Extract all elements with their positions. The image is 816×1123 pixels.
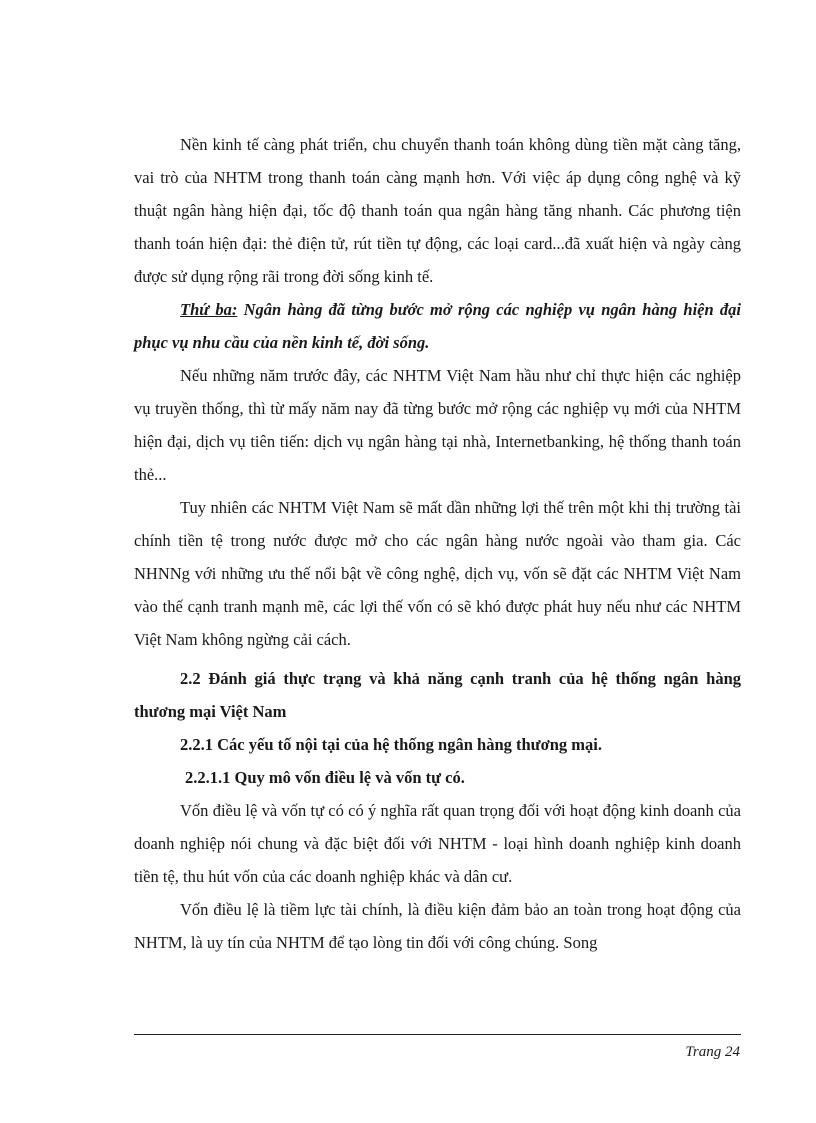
paragraph-charter-capital-role: Vốn điều lệ là tiềm lực tài chính, là điều kiện đảm bảo an toàn trong hoạt động của NHTM, là uy tín của NHTM để tạo lòng tin đối với công chúng. Song xyxy=(134,900,741,952)
footer-divider xyxy=(134,1034,741,1035)
heading-2-2-1-1: 2.2.1.1 Quy mô vốn điều lệ và vốn tự có. xyxy=(185,768,465,787)
paragraph-competition: Tuy nhiên các NHTM Việt Nam sẽ mất dần những lợi thế trên một khi thị trường tài chính tiền tệ trong nước được mở cho các ngân hàng nước ngoài vào tham gia. Các NHNNg với những ưu thế nổi bật về công nghệ, dịch vụ, vốn sẽ đặt các NHTM Việt Nam vào thế cạnh tranh mạnh mẽ, các lợi thế vốn có sẽ khó được phát huy nếu như các NHTM Việt Nam không ngừng cải cách. xyxy=(134,498,741,649)
third-point-label: Thứ ba: xyxy=(180,300,238,319)
page-number: Trang 24 xyxy=(685,1044,740,1060)
heading-2-2: 2.2 Đánh giá thực trạng và khả năng cạnh tranh của hệ thống ngân hàng thương mại Việt Nam xyxy=(134,669,741,721)
paragraph-modern-services: Nếu những năm trước đây, các NHTM Việt Nam hầu như chỉ thực hiện các nghiệp vụ truyền thống, thì từ mấy năm nay đã từng bước mở rộng các nghiệp vụ mới của NHTM hiện đại, dịch vụ tiên tiến: dịch vụ ngân hàng tại nhà, Internetbanking, hệ thống thanh toán thẻ... xyxy=(134,366,741,484)
page-body xyxy=(134,128,741,959)
paragraph-charter-capital-importance: Vốn điều lệ và vốn tự có có ý nghĩa rất quan trọng đối với hoạt động kinh doanh của doanh nghiệp nói chung và đặc biệt đối với NHTM - loại hình doanh nghiệp kinh doanh tiền tệ, thu hút vốn của các doanh nghiệp khác và dân cư. xyxy=(134,801,741,886)
paragraph-payment-growth: Nền kinh tế càng phát triển, chu chuyển thanh toán không dùng tiền mặt càng tăng, vai trò của NHTM trong thanh toán càng mạnh hơn. Với việc áp dụng công nghệ và kỹ thuật ngân hàng hiện đại, tốc độ thanh toán qua ngân hàng tăng nhanh. Các phương tiện thanh toán hiện đại: thẻ điện tử, rút tiền tự động, các loại card...đã xuất hiện và ngày càng được sử dụng rộng rãi trong đời sống kinh tế. xyxy=(134,135,741,286)
heading-2-2-1: 2.2.1 Các yếu tố nội tại của hệ thống ngân hàng thương mại. xyxy=(180,735,602,754)
paragraph-third-point xyxy=(134,293,741,359)
third-point-text: Ngân hàng đã từng bước mở rộng các nghiệp vụ ngân hàng hiện đại phục vụ nhu cầu của nền kinh tế, đời sống. xyxy=(134,300,741,352)
